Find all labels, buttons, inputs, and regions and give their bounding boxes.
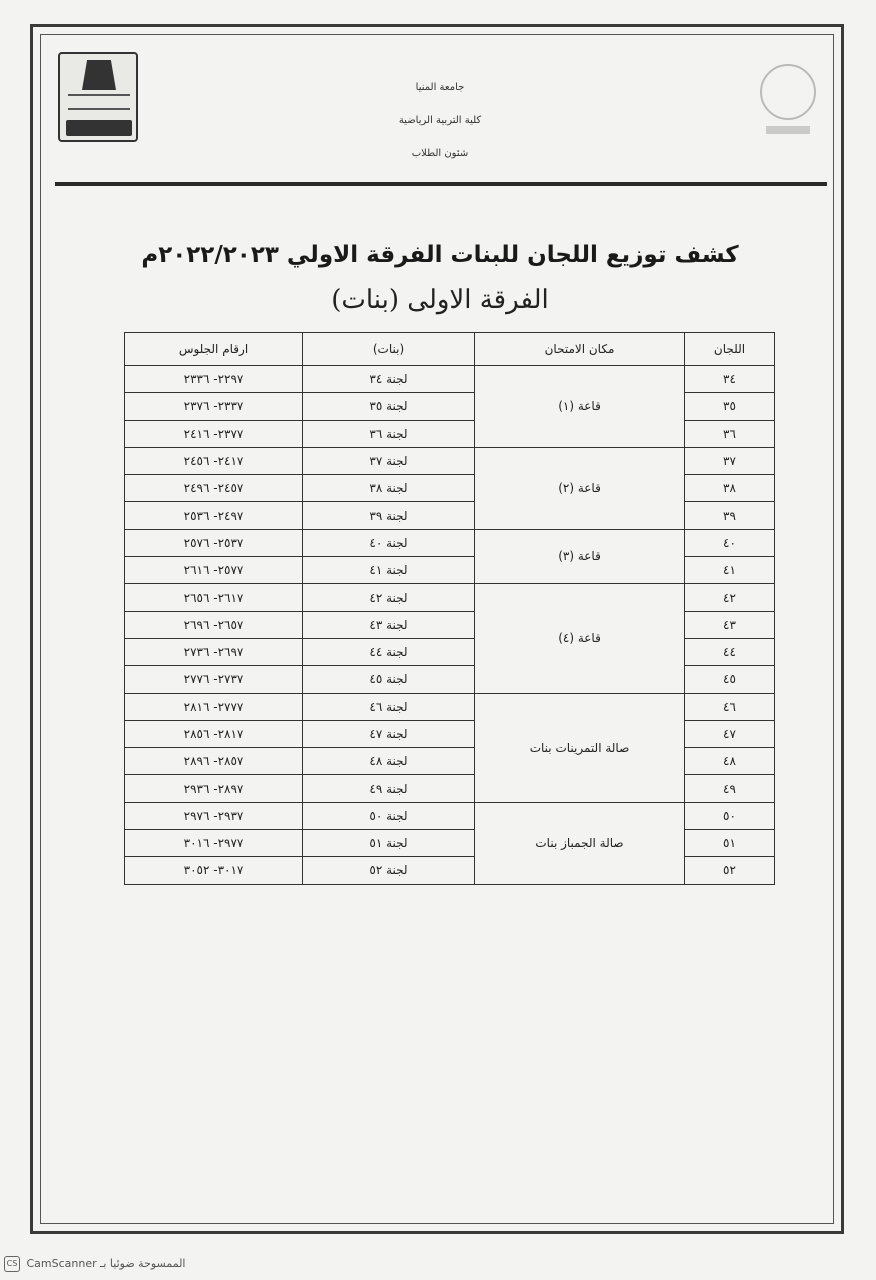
committee-distribution-table xyxy=(124,332,775,885)
lijan-number: ٤٣ xyxy=(685,611,775,638)
seat-range: ٢٦٩٧- ٢٧٣٦ xyxy=(125,638,303,665)
lijan-number: ٣٩ xyxy=(685,502,775,529)
seat-range: ٢٨١٧- ٢٨٥٦ xyxy=(125,720,303,747)
lijan-number: ٣٦ xyxy=(685,420,775,447)
committee-name: لجنة ٤١ xyxy=(303,557,475,584)
table-row xyxy=(125,802,775,829)
seat-range: ٢٦١٧- ٢٦٥٦ xyxy=(125,584,303,611)
faculty-logo-right xyxy=(752,60,824,146)
document-title: كشف توزيع اللجان للبنات الفرقة الاولي ٢٠٢٢/٢٠٢٣م xyxy=(141,242,739,268)
committee-name: لجنة ٣٦ xyxy=(303,420,475,447)
seat-range: ٢٦٥٧- ٢٦٩٦ xyxy=(125,611,303,638)
seat-range: ٢٤٩٧- ٢٥٣٦ xyxy=(125,502,303,529)
lijan-number: ٣٤ xyxy=(685,366,775,393)
seat-range: ٢٣٧٧- ٢٤١٦ xyxy=(125,420,303,447)
seat-range: ٢٢٩٧- ٢٣٣٦ xyxy=(125,366,303,393)
lijan-number: ٤٥ xyxy=(685,666,775,693)
lijan-number: ٤٦ xyxy=(685,693,775,720)
committee-name: لجنة ٤٢ xyxy=(303,584,475,611)
seat-range: ٢٩٧٧- ٣٠١٦ xyxy=(125,830,303,857)
committee-name: لجنة ٤٤ xyxy=(303,638,475,665)
faculty-name: كلية التربية الرياضية xyxy=(398,115,482,126)
committee-name: لجنة ٤٨ xyxy=(303,748,475,775)
table-row xyxy=(125,693,775,720)
lijan-number: ٤٧ xyxy=(685,720,775,747)
table-row xyxy=(125,366,775,393)
document-subtitle: الفرقة الاولى (بنات) xyxy=(331,285,549,315)
committee-name: لجنة ٤٥ xyxy=(303,666,475,693)
exam-place: قاعة (٤) xyxy=(475,584,685,693)
lijan-number: ٣٥ xyxy=(685,393,775,420)
lijan-number: ٥٠ xyxy=(685,802,775,829)
lijan-number: ٥٢ xyxy=(685,857,775,884)
committee-name: لجنة ٥٠ xyxy=(303,802,475,829)
committee-name: لجنة ٣٧ xyxy=(303,447,475,474)
seat-range: ٢٣٣٧- ٢٣٧٦ xyxy=(125,393,303,420)
committee-name: لجنة ٤٧ xyxy=(303,720,475,747)
committee-name: لجنة ٥١ xyxy=(303,830,475,857)
exam-place: صالة الجمباز بنات xyxy=(475,802,685,884)
seat-range: ٢٤٥٧- ٢٤٩٦ xyxy=(125,475,303,502)
lijan-number: ٤٢ xyxy=(685,584,775,611)
seat-range: ٢٥٧٧- ٢٦١٦ xyxy=(125,557,303,584)
committee-name: لجنة ٤٠ xyxy=(303,529,475,556)
seat-range: ٢٨٩٧- ٢٩٣٦ xyxy=(125,775,303,802)
committee-name: لجنة ٤٩ xyxy=(303,775,475,802)
scanner-text: CamScanner الممسوحة ضوئيا بـ xyxy=(26,1257,186,1270)
university-logo-left xyxy=(58,52,138,142)
exam-place: قاعة (٢) xyxy=(475,447,685,529)
lijan-number: ٤٨ xyxy=(685,748,775,775)
lijan-number: ٣٧ xyxy=(685,447,775,474)
committee-name: لجنة ٤٣ xyxy=(303,611,475,638)
seat-range: ٢٨٥٧- ٢٨٩٦ xyxy=(125,748,303,775)
committee-name: لجنة ٣٥ xyxy=(303,393,475,420)
header-seats: ارقام الجلوس xyxy=(125,333,303,366)
university-name: جامعة المنيا xyxy=(415,82,465,93)
lijan-number: ٤١ xyxy=(685,557,775,584)
committee-name: لجنة ٤٦ xyxy=(303,693,475,720)
header-girls: (بنات) xyxy=(303,333,475,366)
header-lijan: اللجان xyxy=(685,333,775,366)
lijan-number: ٤٠ xyxy=(685,529,775,556)
camscanner-icon: CS xyxy=(4,1256,20,1272)
table-row xyxy=(125,584,775,611)
seat-range: ٢٥٣٧- ٢٥٧٦ xyxy=(125,529,303,556)
lijan-number: ٤٤ xyxy=(685,638,775,665)
seat-range: ٢٧٣٧- ٢٧٧٦ xyxy=(125,666,303,693)
exam-place: صالة التمرينات بنات xyxy=(475,693,685,802)
table-body xyxy=(125,366,775,885)
table-header-row xyxy=(125,333,775,366)
committee-name: لجنة ٥٢ xyxy=(303,857,475,884)
scanner-watermark xyxy=(4,1256,186,1272)
exam-place: قاعة (٣) xyxy=(475,529,685,584)
table-row xyxy=(125,529,775,556)
seat-range: ٣٠١٧- ٣٠٥٢ xyxy=(125,857,303,884)
header-place: مكان الامتحان xyxy=(475,333,685,366)
lijan-number: ٣٨ xyxy=(685,475,775,502)
table-row xyxy=(125,447,775,474)
seat-range: ٢٤١٧- ٢٤٥٦ xyxy=(125,447,303,474)
committee-name: لجنة ٣٨ xyxy=(303,475,475,502)
department-name: شئون الطلاب xyxy=(411,148,469,159)
committee-name: لجنة ٣٤ xyxy=(303,366,475,393)
committee-name: لجنة ٣٩ xyxy=(303,502,475,529)
exam-place: قاعة (١) xyxy=(475,366,685,448)
lijan-number: ٤٩ xyxy=(685,775,775,802)
header-divider xyxy=(55,182,827,186)
seat-range: ٢٧٧٧- ٢٨١٦ xyxy=(125,693,303,720)
lijan-number: ٥١ xyxy=(685,830,775,857)
seat-range: ٢٩٣٧- ٢٩٧٦ xyxy=(125,802,303,829)
